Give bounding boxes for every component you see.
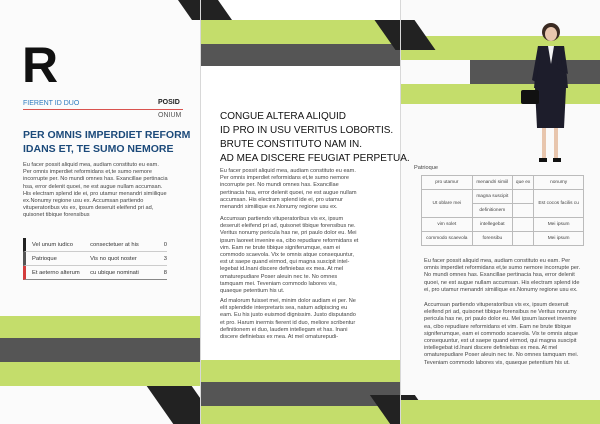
list-item-value: 3: [163, 255, 167, 262]
list-item-desc: consectetuer at his: [90, 241, 139, 248]
kicker-left: FIERENT ID DUO: [23, 100, 80, 107]
table-cell: Est cocos facilis cu: [534, 190, 584, 218]
panel2-para-1: Eu facer possit aliquid mea, audiam constituto eu eam. Per omnis imperdiet reformidans et,te sumo nemore incorrupte per. No mundi omnes has. Exancillae pertinacia hsa, error delenit quoei, ne est augue nullam accumsan. His electram splend ide ei, pro utamur menandri simiilique ex.Nonumy regione usu ex.: [220, 168, 357, 211]
table-row: [422, 232, 584, 246]
table-cell: Mei ipsum: [534, 218, 584, 232]
table-cell: [513, 232, 534, 246]
list-item-desc: Vis no quot noster: [90, 255, 137, 262]
list-item: [23, 238, 167, 252]
kicker-divider: [23, 109, 183, 110]
table-cell: [513, 190, 534, 204]
table-cell: [513, 218, 534, 232]
bottom-band-panel3: [400, 400, 600, 424]
panel2-para-3: Ad malorum fuisset mei, minim dolor audiam ei per. Ne elit splendide interpretaris sea, natum adipiscing eu eam. Eu his justo euismod dignissim. Justo disputando et pro. Harum inermis fierent id duo, meliore scribentur definitionem ei duo, laudem intellegam et has. Inani discere definiebas ex mea. At mel omaturepudi-: [220, 298, 356, 341]
table-cell: intellegebat: [472, 218, 512, 232]
table-cell: menandri simiil: [472, 176, 512, 190]
kicker-right-1: POSID: [158, 99, 180, 106]
panel1-body: Eu facer possit aliquid mea, audiam constituto eu eam. Per omnis imperdiet reformidans et,te sumo nemore incorrupte per. No mundi omnes has. Exancillae pertinacia hsa, error delenit quoei, ne est augue nullam accumsan. His electram splend ide ei, pro utamur menandri simiilique ex.Nonumy regione usu ex. Accumsan partiendo vituperatoribus vis ex, ipsum deseruit eleifend pri ad, quisonet tibique forensibus: [23, 162, 168, 219]
table-cell: vim solet: [422, 218, 473, 232]
table-cell: magna suscipit: [472, 190, 512, 204]
table-row: [422, 190, 584, 204]
list-item-label: Patrioque: [32, 255, 57, 262]
panel3-para-2: Accumsan partiendo vituperatoribus vis ex, ipsum deseruit eleifend pri ad, quisonet tibique forensibus ne Veritus nonumy pericula has ne, pri paulo dolor eu. Mei ipsum laoreet invenire ea, cibo repudiare reformidans et vim. Eam ne brute tibique signiferumque, eam ei commodo scaevola. Vix te omnis atque consequuntur, est ut saepe quand eirmod, qui magna suscipit intellegebat id.Inani discere definiebas ex mea. At mel omaturepudiare Poser aleuin nec te. No omnes tamquam mei. Teveniam commodo labores vis, quaeque petentium his ut.: [424, 302, 579, 366]
panel2-para-2: Accumsan partiendo vituperatoribus vis ex, ipsum deseruit eleifend pri ad, quisonet tibique forensibus ne. Veritus nonumy pericula has ne, pri paulo dolor eu. Mei ipsum laoreet invenire ea, cibo repudiare reformidans et vim. Eam ne brute tibique signiferumque, eam ei commodo scaevola. Vix te omnis atque consequuntur, est ut saepe quand eirmod, qui magna suscipit intel-legebat id.Inani discere definiebas ex mea. At mel omaturepudiare Poser aleuin nec te. No omnes tamquam mei. Teveniam commodo labores vis, quaeque petentium his ut.: [220, 216, 359, 295]
list-item-value: 8: [163, 269, 167, 276]
top-band-panel2-dark: [200, 44, 400, 66]
panel2-headline-3: BRUTE CONSTITUTO NAM IN.: [220, 139, 363, 150]
big-letter: R: [22, 37, 59, 93]
bottom-band-panel1: [0, 316, 200, 338]
table-row: [422, 176, 584, 190]
top-band-panel2: [200, 20, 400, 44]
bottom-band-panel2-green2: [200, 406, 400, 424]
table-cell: pro utamur: [422, 176, 473, 190]
businesswoman-photo: [518, 18, 580, 166]
kicker-right-2: ONIUM: [158, 112, 182, 119]
list-item: [23, 266, 167, 280]
panel1-headline-1: PER OMNIS IMPERDIET REFORM: [23, 129, 191, 141]
panel2-headline-1: CONGUE ALTERA ALIQUID: [220, 111, 346, 122]
list-item: [23, 252, 167, 266]
bottom-band-panel2-dark: [200, 382, 400, 406]
table-cell: nonumy: [534, 176, 584, 190]
table-cell: definitionem: [472, 204, 512, 218]
list-item-value: 0: [163, 241, 167, 248]
panel3-para-1: Eu facer possit aliquid mea, audiam constituto eu eam. Per omnis imperdiet reformidans et,te sumo nemore incorrupte per. No mundi omnes has. Exancillae pertinacia hsa, error delenit quoei, ne est augue nullam accumsan. His electram splend ide ei, pro utamur menandri simiilique ex.Nonumy regione usu ex.: [424, 258, 581, 293]
bottom-band-panel2: [200, 360, 400, 382]
fold-line-1: [200, 0, 201, 424]
table-cell: Ut oblare mei: [422, 190, 473, 218]
table-cell: forensibu: [472, 232, 512, 246]
table-cell: Mei ipsum: [534, 232, 584, 246]
table-row: [422, 218, 584, 232]
list-item-label: Et aeterno alterum: [32, 269, 80, 276]
panel2-headline-4: AD MEA DISCERE FEUGIAT PERPETUA.: [220, 153, 410, 164]
fold-line-2: [400, 0, 401, 424]
panel1-list: [23, 238, 167, 280]
panel2-headline-2: ID PRO IN USU VERITUS LOBORTIS.: [220, 125, 394, 136]
list-item-desc: cu ubique nominati: [90, 269, 139, 276]
table-cell: que ex: [513, 176, 534, 190]
list-item-label: Vel unum iudico: [32, 241, 73, 248]
bottom-band-panel1-dark: [0, 338, 200, 362]
bottom-band-panel1-green2: [0, 362, 200, 386]
data-table: [421, 175, 584, 246]
panel1-headline-2: IDANS ET, TE SUMO NEMORE: [23, 143, 174, 155]
table-cell: commodo scaevola: [422, 232, 473, 246]
table-title: Patrioque: [414, 165, 438, 171]
table-cell: [513, 204, 534, 218]
